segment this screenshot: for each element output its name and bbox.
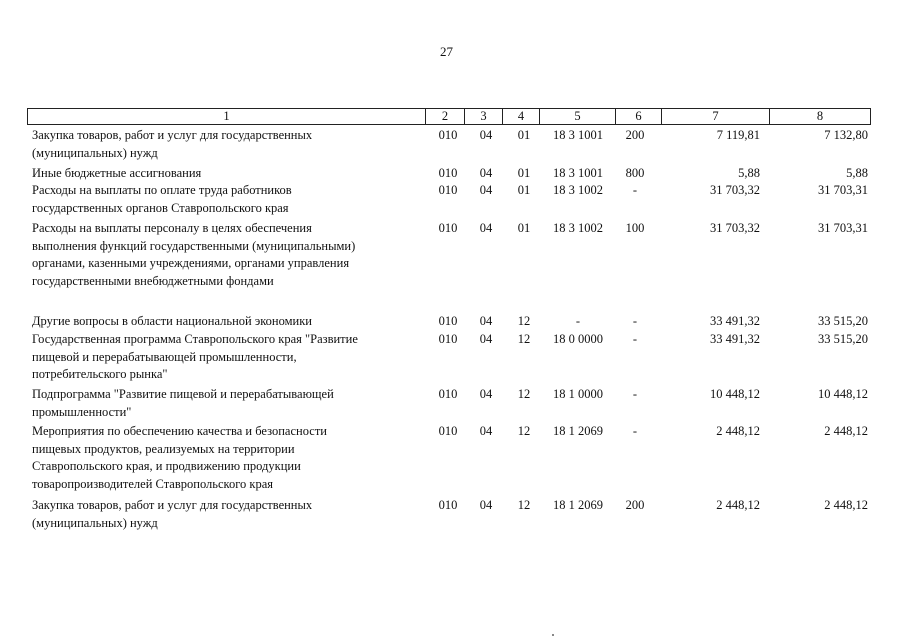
cell-col-2: 010: [438, 221, 458, 235]
cell-col-5: 18 3 1001: [553, 128, 603, 142]
cell-col-5: 18 3 1002: [553, 221, 603, 235]
cell-col-6: -: [632, 332, 638, 346]
cell-col-8: 31 703,31: [818, 183, 868, 197]
cell-col-5: 18 1 2069: [553, 424, 603, 438]
row-name: Закупка товаров, работ и услуг для государственных (муниципальных) нужд: [32, 128, 313, 160]
cell-col-4: 12: [517, 387, 531, 401]
cell-col-8: 2 448,12: [824, 498, 868, 512]
cell-col-3: 04: [479, 314, 493, 328]
cell-col-4: 12: [517, 314, 531, 328]
cell-col-7: 2 448,12: [716, 424, 760, 438]
cell-col-4: 12: [517, 424, 531, 438]
header-col-5: 5: [540, 109, 616, 124]
cell-col-6: -: [632, 183, 638, 197]
cell-col-2: 010: [438, 166, 458, 180]
row-name: Другие вопросы в области национальной экономики: [32, 314, 312, 328]
header-col-7: 7: [662, 109, 770, 124]
cell-col-3: 04: [479, 498, 493, 512]
cell-col-7: 2 448,12: [716, 498, 760, 512]
header-col-4: 4: [503, 109, 540, 124]
cell-col-7: 5,88: [738, 166, 760, 180]
cell-col-5: 18 3 1002: [553, 183, 603, 197]
cell-col-7: 31 703,32: [710, 183, 760, 197]
cell-col-3: 04: [479, 166, 493, 180]
cell-col-5: 18 1 2069: [553, 498, 603, 512]
page-number: 27: [440, 44, 453, 59]
header-col-6: 6: [616, 109, 662, 124]
cell-col-4: 12: [517, 332, 531, 346]
cell-col-8: 33 515,20: [818, 332, 868, 346]
cell-col-6: 200: [625, 498, 645, 512]
cell-col-3: 04: [479, 332, 493, 346]
cell-col-5: -: [575, 314, 581, 328]
header-col-3: 3: [465, 109, 503, 124]
cell-col-2: 010: [438, 128, 458, 142]
cell-col-2: 010: [438, 183, 458, 197]
cell-col-7: 31 703,32: [710, 221, 760, 235]
cell-col-5: 18 3 1001: [553, 166, 603, 180]
row-name: Государственная программа Ставропольского края "Развитие пищевой и перерабатывающей промышленности, потребительского рынка": [32, 332, 358, 381]
cell-col-3: 04: [479, 128, 493, 142]
row-name: Расходы на выплаты персоналу в целях обеспечения выполнения функций государственными (муниципальными) органами, казенными учреждениями, органами управления государственными внебюджетными фондами: [32, 221, 356, 288]
cell-col-8: 33 515,20: [818, 314, 868, 328]
cell-col-4: 01: [517, 128, 531, 142]
cell-col-6: 800: [625, 166, 645, 180]
cell-col-6: 100: [625, 221, 645, 235]
cell-col-4: 01: [517, 166, 531, 180]
row-name: Подпрограмма "Развитие пищевой и перерабатывающей промышленности": [32, 387, 334, 419]
cell-col-4: 01: [517, 183, 531, 197]
cell-col-2: 010: [438, 498, 458, 512]
cell-col-8: 7 132,80: [824, 128, 868, 142]
cell-col-7: 10 448,12: [710, 387, 760, 401]
header-col-8: 8: [816, 109, 824, 123]
row-name: Мероприятия по обеспечению качества и безопасности пищевых продуктов, реализуемых на территории Ставропольского края, и продвижению продукции товаропроизводителей Ставропольского края: [32, 424, 327, 491]
row-name: Иные бюджетные ассигнования: [32, 166, 202, 180]
cell-col-2: 010: [438, 387, 458, 401]
cell-col-6: -: [632, 314, 638, 328]
cell-col-6: 200: [625, 128, 645, 142]
row-name: Расходы на выплаты по оплате труда работников государственных органов Ставропольского края: [32, 183, 292, 215]
cell-col-5: 18 1 0000: [553, 387, 603, 401]
cell-col-8: 10 448,12: [818, 387, 868, 401]
cell-col-4: 01: [517, 221, 531, 235]
cell-col-6: -: [632, 387, 638, 401]
cell-col-2: 010: [438, 424, 458, 438]
cell-col-5: 18 0 0000: [553, 332, 603, 346]
cell-col-3: 04: [479, 183, 493, 197]
cell-col-7: 33 491,32: [710, 332, 760, 346]
cell-col-4: 12: [517, 498, 531, 512]
scan-speck: [552, 634, 554, 636]
cell-col-8: 2 448,12: [824, 424, 868, 438]
cell-col-7: 7 119,81: [716, 128, 760, 142]
cell-col-7: 33 491,32: [710, 314, 760, 328]
cell-col-8: 31 703,31: [818, 221, 868, 235]
cell-col-8: 5,88: [846, 166, 868, 180]
table-header-row: [27, 108, 871, 125]
header-col-1: 1: [28, 109, 426, 124]
cell-col-2: 010: [438, 314, 458, 328]
cell-col-3: 04: [479, 221, 493, 235]
row-name: Закупка товаров, работ и услуг для государственных (муниципальных) нужд: [32, 498, 313, 530]
cell-col-2: 010: [438, 332, 458, 346]
cell-col-6: -: [632, 424, 638, 438]
cell-col-3: 04: [479, 424, 493, 438]
cell-col-3: 04: [479, 387, 493, 401]
header-col-2: 2: [426, 109, 465, 124]
